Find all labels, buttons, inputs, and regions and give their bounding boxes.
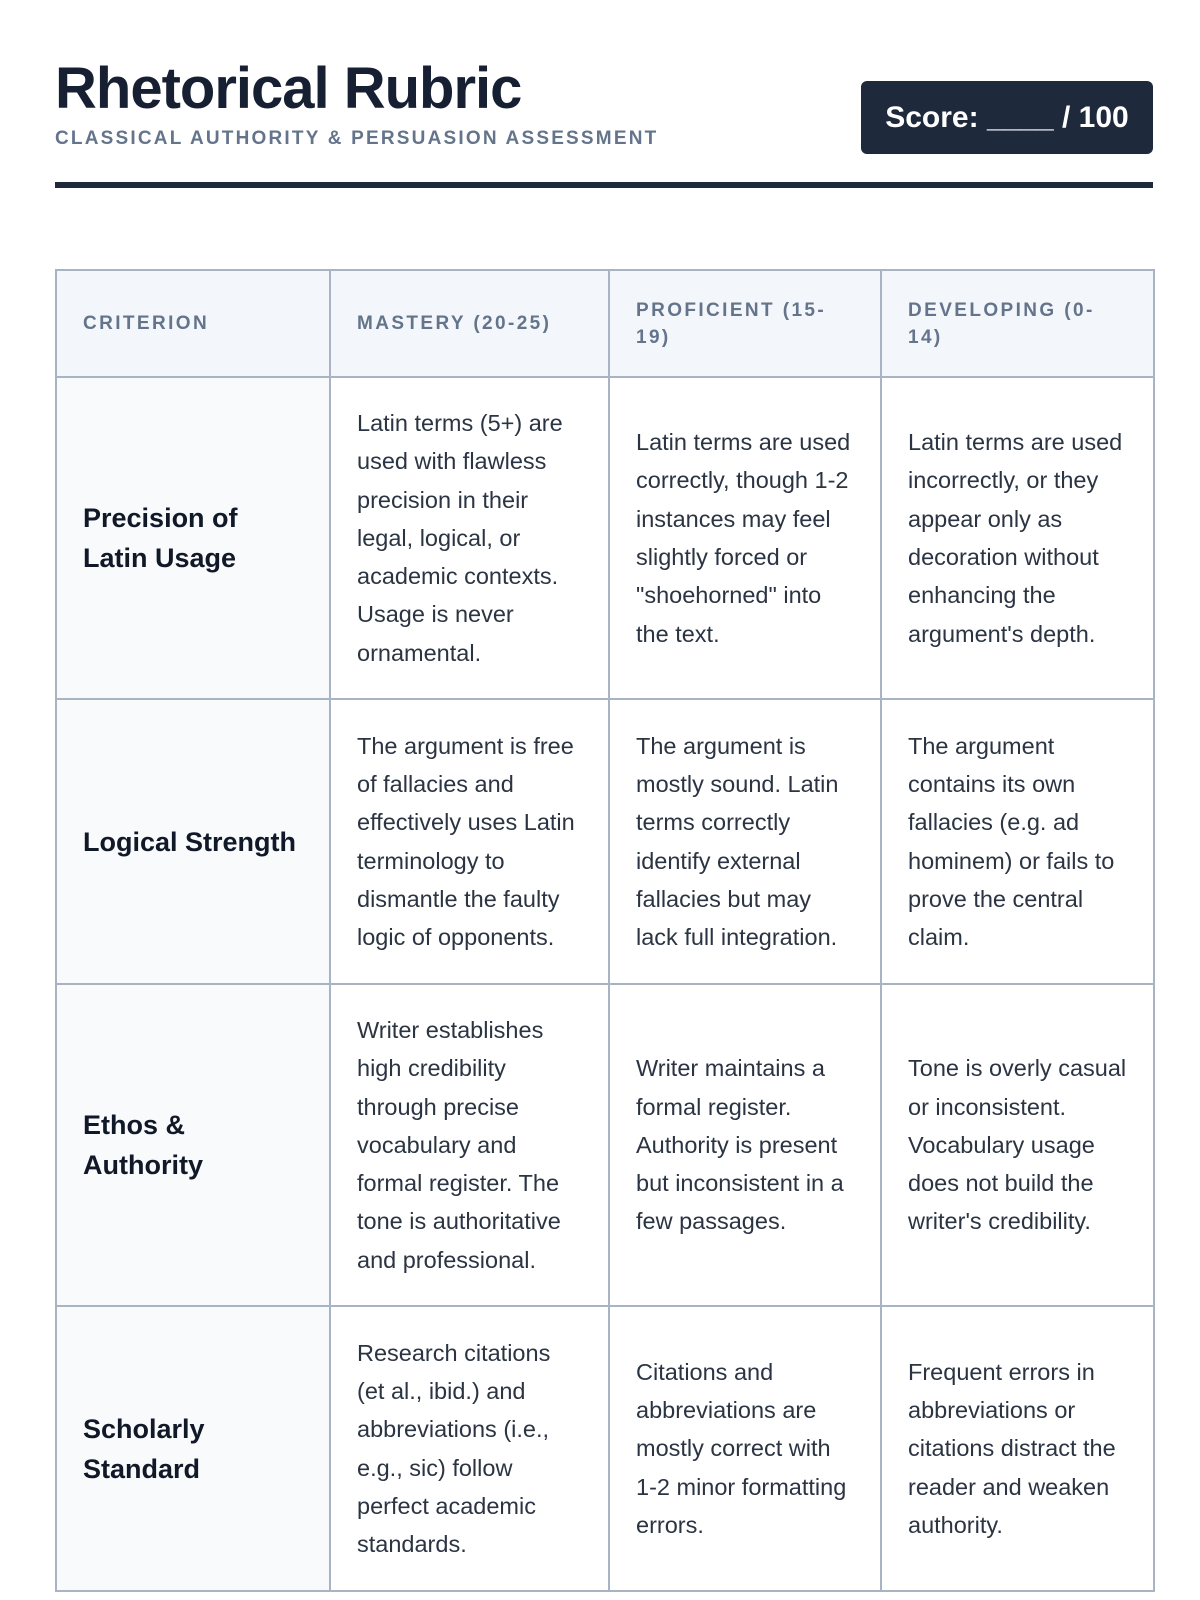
table-header-row [56, 270, 1154, 377]
mastery-cell: Research citations (et al., ibid.) and abbreviations (i.e., e.g., sic) follow perfect academic standards. [330, 1306, 609, 1591]
rubric-page [55, 0, 1153, 1558]
column-header-proficient: PROFICIENT (15-19) [609, 270, 881, 377]
mastery-cell: Latin terms (5+) are used with flawless precision in their legal, logical, or academic contexts. Usage is never ornamental. [330, 377, 609, 699]
header-divider [55, 182, 1153, 188]
score-box: Score: ____ / 100 [861, 81, 1153, 154]
criterion-cell: Ethos & Authority [56, 984, 330, 1306]
proficient-cell: Writer maintains a formal register. Authority is present but inconsistent in a few passages. [609, 984, 881, 1306]
page-title: Rhetorical Rubric [55, 56, 522, 121]
criterion-cell: Precision of Latin Usage [56, 377, 330, 699]
proficient-cell: The argument is mostly sound. Latin terms correctly identify external fallacies but may lack full integration. [609, 699, 881, 984]
proficient-cell: Latin terms are used correctly, though 1-2 instances may feel slightly forced or "shoehorned" into the text. [609, 377, 881, 699]
developing-cell: The argument contains its own fallacies (e.g. ad hominem) or fails to prove the central claim. [881, 699, 1154, 984]
table-row [56, 699, 1154, 984]
criterion-cell: Scholarly Standard [56, 1306, 330, 1591]
column-header-criterion: CRITERION [56, 270, 330, 377]
developing-cell: Frequent errors in abbreviations or citations distract the reader and weaken authority. [881, 1306, 1154, 1591]
developing-cell: Latin terms are used incorrectly, or they appear only as decoration without enhancing the argument's depth. [881, 377, 1154, 699]
column-header-mastery: MASTERY (20-25) [330, 270, 609, 377]
page-subtitle: CLASSICAL AUTHORITY & PERSUASION ASSESSMENT [55, 128, 659, 149]
table-row [56, 1306, 1154, 1591]
page-header [55, 0, 1153, 188]
table-row [56, 377, 1154, 699]
column-header-developing: DEVELOPING (0-14) [881, 270, 1154, 377]
developing-cell: Tone is overly casual or inconsistent. Vocabulary usage does not build the writer's credibility. [881, 984, 1154, 1306]
criterion-cell: Logical Strength [56, 699, 330, 984]
mastery-cell: Writer establishes high credibility through precise vocabulary and formal register. The tone is authoritative and professional. [330, 984, 609, 1306]
table-row [56, 984, 1154, 1306]
proficient-cell: Citations and abbreviations are mostly correct with 1-2 minor formatting errors. [609, 1306, 881, 1591]
rubric-table [55, 269, 1155, 1592]
mastery-cell: The argument is free of fallacies and effectively uses Latin terminology to dismantle the faulty logic of opponents. [330, 699, 609, 984]
